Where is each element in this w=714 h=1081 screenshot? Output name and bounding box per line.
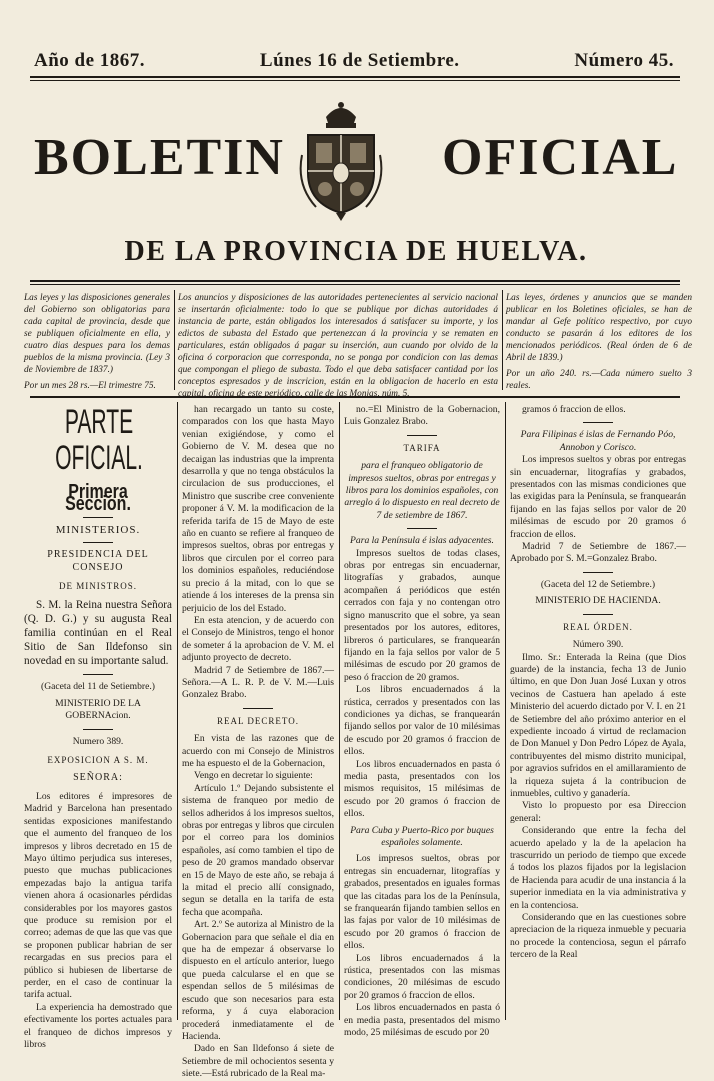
column-divider <box>177 402 178 1020</box>
divider <box>407 435 437 436</box>
paragraph: Art. 2.º Se autoriza al Ministro de la Gobernacion para que señale el dia en que ha de empezar á observarse lo dispuesto en el artículo anterior, luego que pueda calcularse el en que se espendan sellos de 5 milésimas de escudo que son necesarios para esta reforma, y á cuya elaboracion procederá inmediatamente el de Hacienda. <box>182 919 334 1042</box>
parte-oficial-heading: PARTE OFICIAL. <box>55 403 143 477</box>
title-left: BOLETIN <box>34 129 285 186</box>
notice-divider <box>502 290 503 390</box>
paragraph: Los libros encuadernados en pasta ó en media pasta, presentados del mismo modo, 25 milésimas de escudo por 20 <box>344 1002 500 1039</box>
royal-crest-icon <box>296 95 386 223</box>
title-right: OFICIAL <box>442 129 679 186</box>
tarifa-heading: TARIFA <box>403 442 441 453</box>
gaceta-reference: (Gaceta del 11 de Setiembre.) <box>41 681 155 693</box>
header-rule-thin <box>30 284 680 285</box>
paragraph: Madrid 7 de Setiembre de 1867.—Aprobado por S. M.=Gonzalez Brabo. <box>510 541 686 565</box>
paragraph: no.=El Ministro de la Gobernacion, Luis Gonzalez Brabo. <box>344 404 500 428</box>
real-decreto-heading: REAL DECRETO. <box>217 715 299 726</box>
subscription-price-month: Por un mes 28 rs.—El trimestre 75. <box>24 381 156 391</box>
divider <box>243 708 273 709</box>
divider <box>83 674 113 675</box>
paragraph: Los libros encuadernados á la rústica, cerrados y presentados con las condiciones ya dichas, se franquearán fijando sellos por valor de 10 milésimas de escudo por 20 gramos ó fraccion de ellos. <box>344 684 500 758</box>
notice-right <box>506 292 692 392</box>
paragraph: Los impresos sueltos y obras por entregas sin encuadernar, litografías y grabados, presentados con las mismas condiciones que las exigidas para la Península, se franquearán fijando en las fajas sellos por valor de 20 milésimas de escudo por 20 gramos ó fraccion de ellos. <box>510 454 686 540</box>
real-orden-heading: REAL ÓRDEN. <box>563 621 633 632</box>
paragraph: Artículo 1.º Dejando subsistente el sistema de franqueo por medio de sellos adheridos á los impresos sueltos, obras por entregas y libros que circulen por el correo para los dominios españoles, así como tambien el tipo de peso de 20 gramos mandado observar en 15 de Mayo de este año, se rebaja á la mitad el precio allí consignado, segun se detalla en la tarifa de esta fecha que acompaña. <box>182 782 334 918</box>
paragraph: Vengo en decretar lo siguiente: <box>194 770 313 782</box>
notice-left <box>24 292 170 392</box>
notice-left-text: Las leyes y las disposiciones generales del Gobierno son obligatorias para cada capital de provincia, desde que se publiquen oficialmente en ella, y cuatro dias despues para los demas pueblos de la misma provincia. (Ley 3 de Noviembre de 1837.) <box>24 293 170 375</box>
paragraph: Los impresos sueltos, obras por entregas sin encuadernar, litografías y grabados, presentados en iguales formas que las citadas para los de la Península, se franquearán fijando tambien sellos en las fajas por valor de 10 milésimas de escudo por 20 gramos ó fraccion de ellos. <box>344 853 500 952</box>
paragraph: La experiencia ha demostrado que efectivamente los portes actuales para el franqueo de dichos impresos y libros <box>24 1001 172 1050</box>
paragraph: S. M. la Reina nuestra Señora (Q. D. G.) y su augusta Real familia continúan en el Real Sitio de San Ildefonso sin novedad en su importante salud. <box>24 599 172 668</box>
cuba-heading: Para Cuba y Puerto-Rico por buques españoles solamente. <box>350 824 494 848</box>
column-4 <box>510 404 686 962</box>
exposicion-heading: EXPOSICION A S. M. <box>47 755 149 766</box>
paragraph: gramos ó fraccion de ellos. <box>522 404 626 415</box>
order-number: Número 390. <box>572 639 624 651</box>
filipinas-heading: Para Filipinas é islas de Fernando Póo, Annobon y Corisco. <box>520 429 676 453</box>
notice-divider <box>174 290 175 390</box>
body-rule <box>30 396 680 398</box>
province-subtitle: DE LA PROVINCIA DE HUELVA. <box>124 236 588 267</box>
column-2 <box>182 404 334 1081</box>
paragraph: En vista de las razones que de acuerdo con mi Consejo de Ministros me ha espuesto el de la Gobernacion, <box>182 733 334 769</box>
paragraph: En esta atencion, y de acuerdo con el Consejo de Ministros, tengo el honor de someter á la aprobacion de V. M. el adjunto proyecto de decreto. <box>182 614 334 664</box>
masthead-rule-thin <box>30 80 680 81</box>
tarifa-description: para el franqueo obligatorio de impresos sueltos, obras por entregas y libros para los dominios españoles, con arreglo á lo dispuesto en real decreto de 7 de setiembre de 1867. <box>344 460 500 521</box>
year-label: Año de 1867. <box>34 50 146 71</box>
presidencia-heading: PRESIDENCIA DEL CONSEJO <box>47 549 149 573</box>
divider <box>583 572 613 573</box>
peninsula-heading: Para la Península é islas adyacentes. <box>350 535 494 547</box>
paragraph: Los editores é impresores de Madrid y Barcelona han presentado sentidas exposiciones manifestando que el aumento del franqueo de los impresos y libros decretado en 15 de Mayo último perjudica sus intereses, puesto que muchas publicaciones empezadas bajo la antigua tarifa vienen ahora á ocasionarles pérdidas considerables por los mayores gastos que produce su remision por el correo; ademas de que las que vas que se proponen publicar habrian de ser recargadas en sus precios para el público si hubiesen de libertarse de perder, en el caso de continuar la tarifa actual. <box>24 790 172 1001</box>
divider <box>83 542 113 543</box>
paragraph: Impresos sueltos de todas clases, obras por entregas sin encuadernar, litografías y grabados, aunque acompañen á periódicos que estén cerrados con faja y no contengan otro signo manuscrito que el sobre, ya sean presentados por los autores, editores, libreros ó particulares, se franquearán fijando en la faja sellos por valor de 5 milésimas de escudo por 20 gramos de peso ó fraccion de 20 gramos. <box>344 547 500 683</box>
ministerio-heading: MINISTERIO DE LA GOBERNAcion. <box>55 697 141 722</box>
gaceta-reference: (Gaceta del 12 de Setiembre.) <box>540 578 656 590</box>
paragraph: Visto lo propuesto por esa Direccion general: <box>510 800 686 824</box>
section-heading: Primera Seccion. <box>65 481 131 516</box>
date-label: Lúnes 16 de Setiembre. <box>259 50 460 71</box>
masthead-date-line <box>34 50 674 72</box>
decree-number: Numero 389. <box>72 735 124 747</box>
paragraph: Madrid 7 de Setiembre de 1867.—Señora.—A L. R. P. de V. M.—Luis Gonzalez Brabo. <box>182 664 334 701</box>
paragraph: Dado en San Ildefonso á siete de Setiembre de mil ochocientos sesenta y siete.—Está rubricado de la Real ma- <box>182 1043 334 1080</box>
header-rule <box>30 280 680 282</box>
paragraph: Considerando que en las cuestiones sobre apreciacion de la riqueza inmueble y pecuaria no procede la contenciosa, segun el párrafo tercero de la Real <box>510 912 686 961</box>
masthead-rule <box>30 76 680 78</box>
column-1 <box>24 404 172 1051</box>
paragraph: Considerando que entre la fecha del acuerdo apelado y la de la apelacion ha trascurrido un periodo de tiempo que excede á todos los plazos fijados por la legislacion de Hacienda para acudir de una instancia á la superior inmediata en la via administrativa y en la contenciosa. <box>510 825 686 911</box>
senora-heading: SEÑORA: <box>73 772 123 784</box>
divider <box>83 729 113 730</box>
paragraph: Los libros encuadernados en pasta ó media pasta, presentados con los mismos requisitos, 15 milésimas de escudo por 20 gramos ó fraccion de ellos. <box>344 758 500 820</box>
divider <box>407 528 437 529</box>
column-divider <box>505 402 506 1020</box>
notice-center: Los anuncios y disposiciones de las autoridades pertenecientes al servicio nacional se insertarán oficialmente: todo lo que se publique por dichas autoridades á instancia de parte, están obligados los interesados á satisfacer su importe, y los edictos de subasta del Estado que pertenezcan á la provincia y se rematen en particulares, están obligados á pagar su inserción, aun cuando por olvido de la oficina ó corporacion que corresponda, no se ponga por condicion con las demas que compongan el pliego de subasta. Todo el que deba satisfacer cantidad por los conceptos espresados y de inscricion, están en la obligacion de hacerlo en esta capital, oficina de este periódico, calle de las Monjas, núm. 5. <box>178 293 498 399</box>
paragraph: han recargado un tanto su coste, comparados con los que hasta Mayo venian exigiéndose, y como el Gobierno de V. M. desea que no decaigan las industrias que la imprenta desarrolla y que no tenga obstáculos la circulacion de sus producciones, el Ministro que suscribe cree conveniente proponer á V. M. la modificacion de la referida tarifa de 15 de Mayo de este año en cuanto se refiere al franqueo de impresos sueltos, obras por entregas y libros que circulen por el correo para los dominios españoles, reduciéndose su precio á la mitad, con lo que se atiende á los intereses de la prensa sin perjuicio de los del Estado. <box>182 404 334 614</box>
ministerios-heading: MINISTERIOS. <box>55 523 141 536</box>
column-divider <box>339 402 340 1020</box>
divider <box>83 517 113 518</box>
ministerio-heading: MINISTERIO DE HACIENDA. <box>535 595 661 607</box>
divider <box>583 422 613 423</box>
de-ministros-heading: DE MINISTROS. <box>58 581 137 592</box>
column-3 <box>344 404 500 1040</box>
paragraph: Ilmo. Sr.: Enterada la Reina (que Dios guarde) de la instancia, fecha 13 de Junio último, en que Don Juan José Luxan y otros vecinos de Castuera han apelado á este Ministerio del acuerdo dictado por V. I. en 21 de Setiembre del año próximo anterior en el expediente incoado á virtud de reclamacion de Don Manuel y Don Pedro López de Ayala, contribuyentes del mismo distrito municipal, por agravios sufridos en el amillaramiento de la riqueza sujeta á la contribucion de inmuebles, cultivo y ganadería. <box>510 651 686 799</box>
paragraph: Los libros encuadernados á la rústica, presentados con las mismas condiciones, 20 milésimas de escudo por 20 gramos ó fraccion de ellos. <box>344 952 500 1001</box>
divider <box>583 614 613 615</box>
subscription-price-year: Por un año 240. rs.—Cada número suelto 3 reales. <box>506 369 692 391</box>
issue-number: Número 45. <box>574 50 674 71</box>
notice-right-text: Las leyes, órdenes y anuncios que se manden publicar en los Boletines oficiales, se han de mandar al Gefe político respectivo, por cuyo conducto se pasarán á los editores de los mencionados periódicos. (Real órden de 6 de Abril de 1839.) <box>506 293 692 363</box>
